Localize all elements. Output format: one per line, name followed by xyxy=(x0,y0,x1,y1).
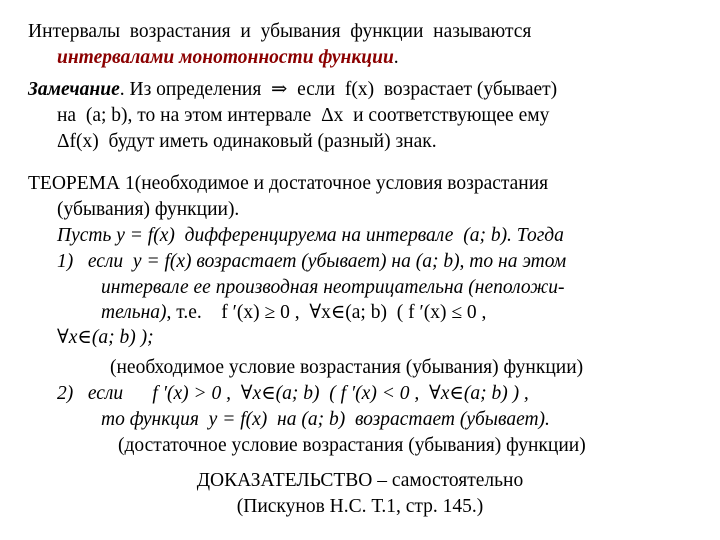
definition-line-1: Интервалы возрастания и убывания функции называются xyxy=(28,21,532,42)
theorem-item-1-line-2: интервале ее производная неотрицательна (неположи- xyxy=(101,277,565,298)
remark-line-1: Замечание. Из определения ⇒ если f(x) возрастает (убывает) xyxy=(28,79,558,100)
sufficient-condition-note: (достаточное условие возрастания (убывания) функции) xyxy=(118,435,586,456)
remark-label: Замечание xyxy=(28,79,120,100)
necessary-condition-note: (необходимое условие возрастания (убывания) функции) xyxy=(110,357,584,378)
remark-line-2: на (a; b), то на этом интервале Δx и соответствующее ему xyxy=(57,105,550,126)
proof-note: ДОКАЗАТЕЛЬСТВО – самостоятельно xyxy=(196,470,524,491)
theorem-heading-cont: (убывания) функции). xyxy=(57,199,240,220)
theorem-heading: ТЕОРЕМА 1(необходимое и достаточное условия возрастания xyxy=(28,173,549,194)
theorem-item-1-line-3: тельна), т.е. f ′(x) ≥ 0 , ∀x∈(a; b) ( f ′(x) ≤ 0 , xyxy=(101,302,487,323)
reference-note: (Пискунов Н.С. Т.1, стр. 145.) xyxy=(236,496,484,517)
theorem-premise: Пусть y = f(x) дифференцируема на интервале (a; b). Тогда xyxy=(57,225,564,246)
theorem-item-2-line-2: то функция y = f(x) на (a; b) возрастает (убывает). xyxy=(101,409,550,430)
remark-line-3: Δf(x) будут иметь одинаковый (разный) знак. xyxy=(57,131,437,152)
theorem-item-2-line-1: 2) если f ′(x) > 0 , ∀x∈(a; b) ( f ′(x) < 0 , ∀x∈(a; b) ) , xyxy=(57,383,529,404)
term-monotonicity-intervals: интервалами монотонности функции xyxy=(57,47,394,68)
definition-line-2: интервалами монотонности функции. xyxy=(57,47,399,68)
theorem-item-1-line-1: 1) если y = f(x) возрастает (убывает) на (a; b), то на этом xyxy=(57,251,567,272)
theorem-item-1-line-4: ∀x∈(a; b) ); xyxy=(57,327,154,348)
